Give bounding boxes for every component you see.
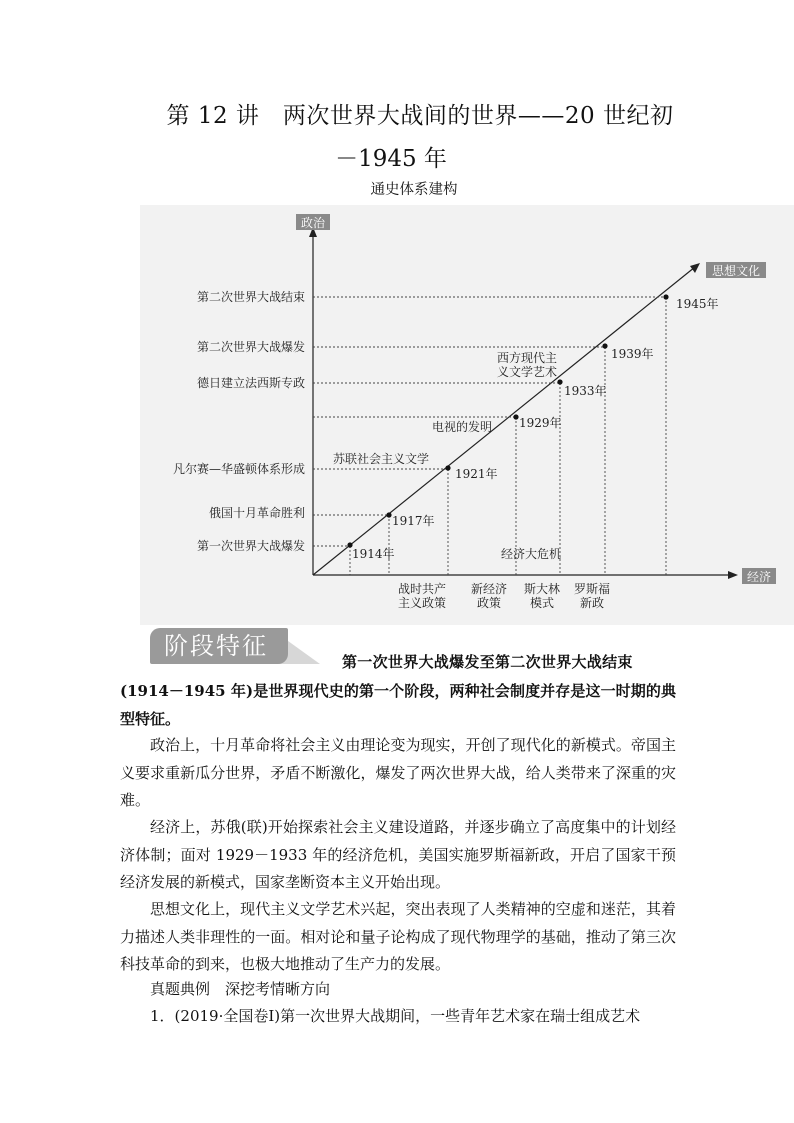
culture-event-soviet-literature: 苏联社会主义文学 xyxy=(333,452,430,466)
culture-event-modernism-line2: 义文学艺术 xyxy=(497,365,558,379)
year-point xyxy=(445,465,450,470)
paragraph-economy: 经济上，苏俄(联)开始探索社会主义建设道路，并逐步确立了高度集中的计划经济体制；面对 1929－1933 年的经济危机，美国实施罗斯福新政，开启了国家干预经济发展的新模式，国家垄断资本主义开始出现。 xyxy=(120,818,676,891)
economy-policy-line2: 政策 xyxy=(476,596,502,610)
paragraph-intro-body: 是世界现代史的第一个阶段，两种社会制度并存是这一时期的典型特征。 xyxy=(120,682,676,728)
economy-policy-line1: 新经济 xyxy=(470,582,508,596)
paragraph-intro-dates: (1914－1945 年) xyxy=(120,682,254,700)
economy-policy-line2: 主义政策 xyxy=(397,596,447,610)
culture-axis-label: 思想文化 xyxy=(711,264,761,278)
paragraph-intro-head: 第一次世界大战爆发至第二次世界大战结束 xyxy=(342,653,633,671)
economy-axis-label: 经济 xyxy=(746,570,772,584)
question-1-stem: 1．(2019·全国卷Ⅰ)第一次世界大战期间，一些青年艺术家在瑞士组成艺术 xyxy=(150,1007,641,1025)
economy-policy-line2: 模式 xyxy=(529,596,555,610)
economy-policy-line1: 战时共产 xyxy=(397,582,447,596)
paragraph-politics: 政治上，十月革命将社会主义由理论变为现实，开创了现代化的新模式。帝国主义要求重新瓜分世界，矛盾不断激化，爆发了两次世界大战，给人类带来了深重的灾难。 xyxy=(120,736,676,809)
year-point xyxy=(663,294,668,299)
political-event: 俄国十月革命胜利 xyxy=(208,506,305,520)
year-label-1929: 1929年 xyxy=(519,416,562,430)
section-subtitle: 通史体系建构 xyxy=(370,182,458,198)
culture-event-television: 电视的发明 xyxy=(432,420,493,434)
economy-policy-line1: 斯大林 xyxy=(523,582,561,596)
political-event: 凡尔赛—华盛顿体系形成 xyxy=(172,462,305,476)
year-label-1945: 1945年 xyxy=(676,297,719,311)
lesson-title-line1: 第 12 讲 两次世界大战间的世界——20 世纪初 xyxy=(166,103,674,129)
political-event: 德日建立法西斯专政 xyxy=(196,376,305,390)
year-point xyxy=(513,414,518,419)
year-label-1939: 1939年 xyxy=(611,347,654,361)
exam-examples-heading: 真题典例 深挖考情晰方向 xyxy=(150,980,331,998)
year-label-1914: 1914年 xyxy=(352,547,395,561)
lesson-title-line2: －1945 年 xyxy=(335,146,447,172)
economy-crisis-label: 经济大危机 xyxy=(501,547,562,561)
paragraph-intro xyxy=(120,678,676,733)
year-point xyxy=(386,512,391,517)
year-point xyxy=(557,379,562,384)
year-label-1921: 1921年 xyxy=(455,467,498,481)
year-point xyxy=(602,343,607,348)
year-label-1917: 1917年 xyxy=(392,514,435,528)
political-event: 第一次世界大战爆发 xyxy=(196,539,305,553)
economy-policy-line2: 新政 xyxy=(579,596,605,610)
political-event: 第二次世界大战爆发 xyxy=(196,340,305,354)
section-badge-label: 阶段特征 xyxy=(150,628,288,664)
politics-axis-label: 政治 xyxy=(300,216,326,230)
paragraph-culture: 思想文化上，现代主义文学艺术兴起，突出表现了人类精神的空虚和迷茫，其着力描述人类非理性的一面。相对论和量子论构成了现代物理学的基础，推动了第三次科技革命的到来，也极大地推动了生产力的发展。 xyxy=(120,900,676,973)
economy-policy-line1: 罗斯福 xyxy=(573,582,611,596)
timeline-diagram xyxy=(0,205,794,625)
political-event: 第二次世界大战结束 xyxy=(196,290,305,304)
culture-event-modernism-line1: 西方现代主 xyxy=(497,351,558,365)
year-label-1933: 1933年 xyxy=(564,384,607,398)
